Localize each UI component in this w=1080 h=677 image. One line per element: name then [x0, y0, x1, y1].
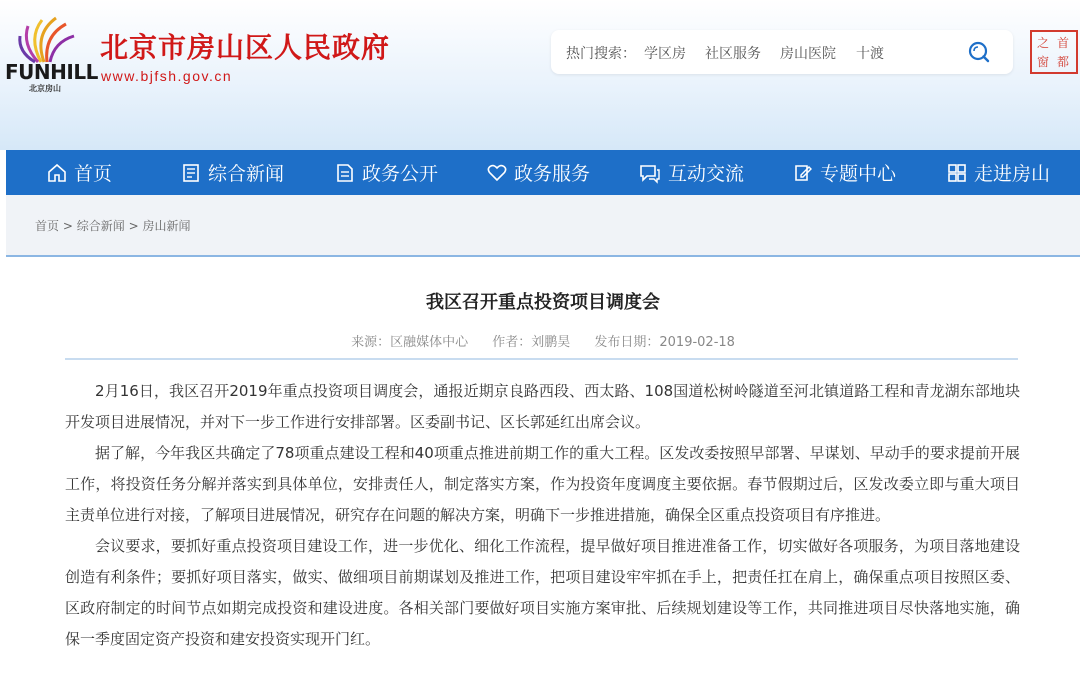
nav-item-interaction[interactable] — [638, 150, 744, 195]
document-icon — [334, 162, 356, 184]
article-paragraph: 会议要求，要抓好重点投资项目建设工作，进一步优化、细化工作流程，提早做好项目推进准备工作，切实做好各项服务，为项目落地建设创造有利条件；要抓好项目落实，做实、做细项目前期谋划及推进工作，把项目建设牢牢抓在手上，把责任扛在肩上，确保重点项目按照区委、区政府制定的时间节点如期完成投资和建设进度。各相关部门要做好项目实施方案审批、后续规划建设等工作，共同推进项目尽快落地实施，确保一季度固定资产投资和建安投资实现开门红。 — [65, 537, 1020, 648]
search-bar[interactable] — [551, 30, 1013, 74]
chat-icon — [638, 162, 662, 184]
seal-char: 都 — [1057, 55, 1070, 69]
article-date: 发布日期：2019-02-18 — [594, 335, 735, 350]
nav-label: 走进房山 — [974, 163, 1051, 185]
nav-label: 综合新闻 — [208, 163, 285, 185]
capital-window-seal[interactable] — [1030, 30, 1078, 74]
article-body — [65, 376, 1020, 655]
nav-item-news[interactable] — [180, 150, 284, 195]
news-icon — [180, 162, 202, 184]
nav-item-gov-service[interactable] — [486, 150, 590, 195]
logo-wordmark: FUNHILL — [5, 60, 98, 84]
logo-subtitle: 北京房山 — [29, 84, 61, 93]
nav-label: 首页 — [74, 163, 113, 185]
breadcrumb-home[interactable]: 首页 — [35, 219, 60, 233]
nav-item-home[interactable] — [46, 150, 112, 195]
divider — [65, 358, 1018, 360]
nav-label: 政务公开 — [362, 163, 439, 185]
nav-item-gov-info[interactable] — [334, 150, 438, 195]
site-title[interactable]: 北京市房山区人民政府 — [100, 31, 391, 64]
breadcrumb — [35, 217, 190, 234]
home-icon — [46, 162, 68, 184]
breadcrumb-separator: > — [62, 219, 73, 233]
nav-label: 政务服务 — [514, 163, 591, 185]
article-author: 作者：刘鹏昊 — [492, 335, 571, 350]
nav-label: 互动交流 — [668, 163, 745, 185]
hot-search-item[interactable]: 十渡 — [856, 46, 884, 62]
hot-search-label: 热门搜索： — [566, 46, 636, 62]
article — [6, 255, 1080, 677]
nav-item-about[interactable] — [946, 150, 1050, 195]
breadcrumb-current[interactable]: 房山新闻 — [142, 219, 191, 233]
heart-icon — [486, 162, 508, 184]
seal-char: 之 — [1037, 36, 1050, 50]
main-nav — [6, 150, 1080, 195]
content-area — [6, 195, 1080, 665]
hot-search-item[interactable]: 社区服务 — [705, 46, 761, 62]
grid-icon — [946, 162, 968, 184]
article-title: 我区召开重点投资项目调度会 — [426, 292, 660, 313]
breadcrumb-separator: > — [128, 219, 139, 233]
site-url: www.bjfsh.gov.cn — [101, 68, 233, 84]
search-icon[interactable] — [967, 40, 991, 64]
edit-icon — [792, 162, 814, 184]
article-meta — [6, 331, 1080, 350]
seal-char: 首 — [1057, 36, 1070, 50]
site-header — [0, 0, 1080, 150]
article-source: 来源：区融媒体中心 — [351, 335, 469, 350]
seal-char: 窗 — [1037, 55, 1050, 69]
hot-search-item[interactable]: 房山医院 — [780, 46, 836, 62]
article-paragraph: 2月16日，我区召开2019年重点投资项目调度会，通报近期京良路西段、西太路、108国道松树岭隧道至河北镇道路工程和青龙湖东部地块开发项目进展情况，并对下一步工作进行安排部署。区委副书记、区长郭延红出席会议。 — [65, 382, 1020, 431]
breadcrumb-news[interactable]: 综合新闻 — [76, 219, 125, 233]
hot-search-item[interactable]: 学区房 — [644, 46, 686, 62]
article-paragraph: 据了解，今年我区共确定了78项重点建设工程和40项重点推进前期工作的重大工程。区发改委按照早部署、早谋划、早动手的要求提前开展工作，将投资任务分解并落实到具体单位，安排责任人，制定落实方案，作为投资年度调度主要依据。春节假期过后，区发改委立即与重大项目主责单位进行对接，了解项目进展情况，研究存在问题的解决方案，明确下一步推进措施，确保全区重点投资项目有序推进。 — [65, 444, 1020, 524]
nav-label: 专题中心 — [820, 163, 897, 185]
nav-item-topics[interactable] — [792, 150, 896, 195]
